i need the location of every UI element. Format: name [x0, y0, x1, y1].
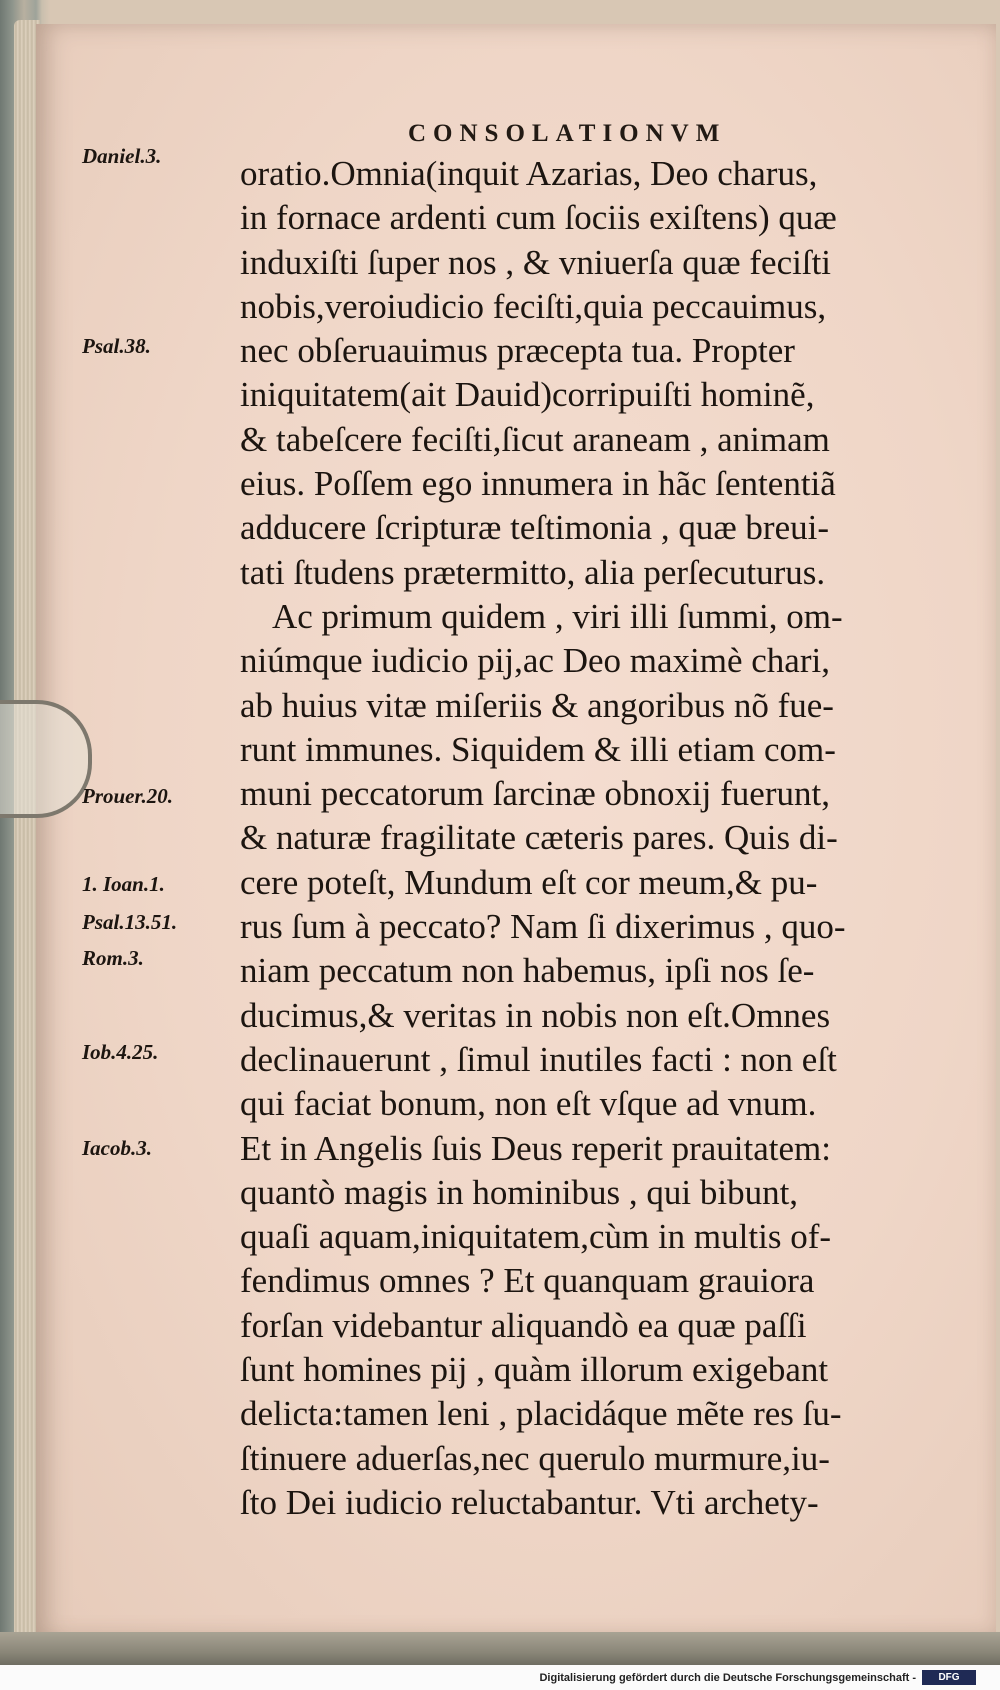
margin-note: Iacob.3.	[82, 1136, 152, 1160]
text-line: Et in Angelis ſuis Deus reperit prauitatem:	[240, 1128, 831, 1168]
text-line: muni peccatorum ſarcinæ obnoxij fuerunt,	[240, 774, 830, 814]
text-line: forſan videbantur aliquandò ea quæ paſſi	[240, 1305, 807, 1345]
text-line: ſto Dei iudicio reluctabantur. Vti archety-	[240, 1482, 819, 1522]
text-line: niúmque iudicio pij,ac Deo maximè chari,	[240, 641, 830, 681]
text-line: tati ſtudens prætermitto, alia perſecuturus.	[240, 552, 826, 592]
text-line: niam peccatum non habemus, ipſi nos ſe-	[240, 951, 815, 991]
text-line: cere poteſt, Mundum eſt cor meum,& pu-	[240, 862, 818, 902]
text-line: in fornace ardenti cum ſociis exiſtens) quæ	[240, 198, 837, 238]
margin-note: Rom.3.	[82, 946, 144, 970]
margin-note: Psal.38.	[82, 334, 151, 358]
text-line: ducimus,& veritas in nobis non eſt.Omnes	[240, 995, 831, 1035]
text-line: ſunt homines pij , quàm illorum exigebant	[240, 1350, 829, 1390]
text-line: declinauerunt , ſimul inutiles facti : non eſt	[240, 1039, 837, 1079]
book-bottom-edge	[0, 1632, 1000, 1665]
text-line: adducere ſcripturæ teſtimonia , quæ breui-	[240, 508, 829, 548]
text-line: & naturæ fragilitate cæteris pares. Quis di-	[240, 818, 838, 858]
text-line: delicta:tamen leni , placidáque mẽte res ſu-	[240, 1394, 842, 1434]
text-line: quaſi aquam,iniquitatem,cùm in multis of-	[240, 1217, 832, 1257]
digitization-credit: Digitalisierung gefördert durch die Deutsche Forschungsgemeinschaft -	[539, 1672, 916, 1684]
running-title: CONSOLATIONVM	[408, 120, 727, 147]
text-line: ſtinuere aduerſas,nec querulo murmure,iu-	[240, 1438, 830, 1478]
dfg-logo: DFG	[922, 1670, 976, 1685]
text-line: Ac primum quidem , viri illi ſummi, om-	[272, 596, 843, 636]
text-line: nec obſeruauimus præcepta tua. Propter	[240, 331, 795, 371]
text-line: rus ſum à peccato? Nam ſi dixerimus , quo-	[240, 907, 846, 947]
text-line: iniquitatem(ait Dauid)corripuiſti hominẽ,	[240, 375, 815, 415]
text-line: induxiſti ſuper nos , & vniuerſa quæ feciſti	[240, 242, 832, 282]
text-line: runt immunes. Siquidem & illi etiam com-	[240, 729, 836, 769]
text-line: quantò magis in hominibus , qui bibunt,	[240, 1172, 799, 1212]
margin-note: Prouer.20.	[82, 784, 174, 808]
text-line: qui faciat bonum, non eſt vſque ad vnum.	[240, 1084, 817, 1124]
margin-note: 1. Ioan.1.	[82, 872, 165, 896]
text-line: & tabeſcere feciſti,ſicut araneam , animam	[240, 419, 830, 459]
text-line: ab huius vitæ miſeriis & angoribus nõ fue-	[240, 685, 834, 725]
margin-note: Iob.4.25.	[82, 1040, 159, 1064]
margin-note: Daniel.3.	[82, 144, 162, 168]
text-line: fendimus omnes ? Et quanquam grauiora	[240, 1261, 815, 1301]
text-line: eius. Poſſem ego innumera in hãc ſententiã	[240, 464, 836, 504]
body-text	[240, 152, 930, 1525]
text-line: nobis,veroiudicio feciſti,quia peccauimus,	[240, 286, 827, 326]
margin-note: Psal.13.51.	[82, 910, 178, 934]
text-line: oratio.Omnia(inquit Azarias, Deo charus,	[240, 154, 818, 193]
